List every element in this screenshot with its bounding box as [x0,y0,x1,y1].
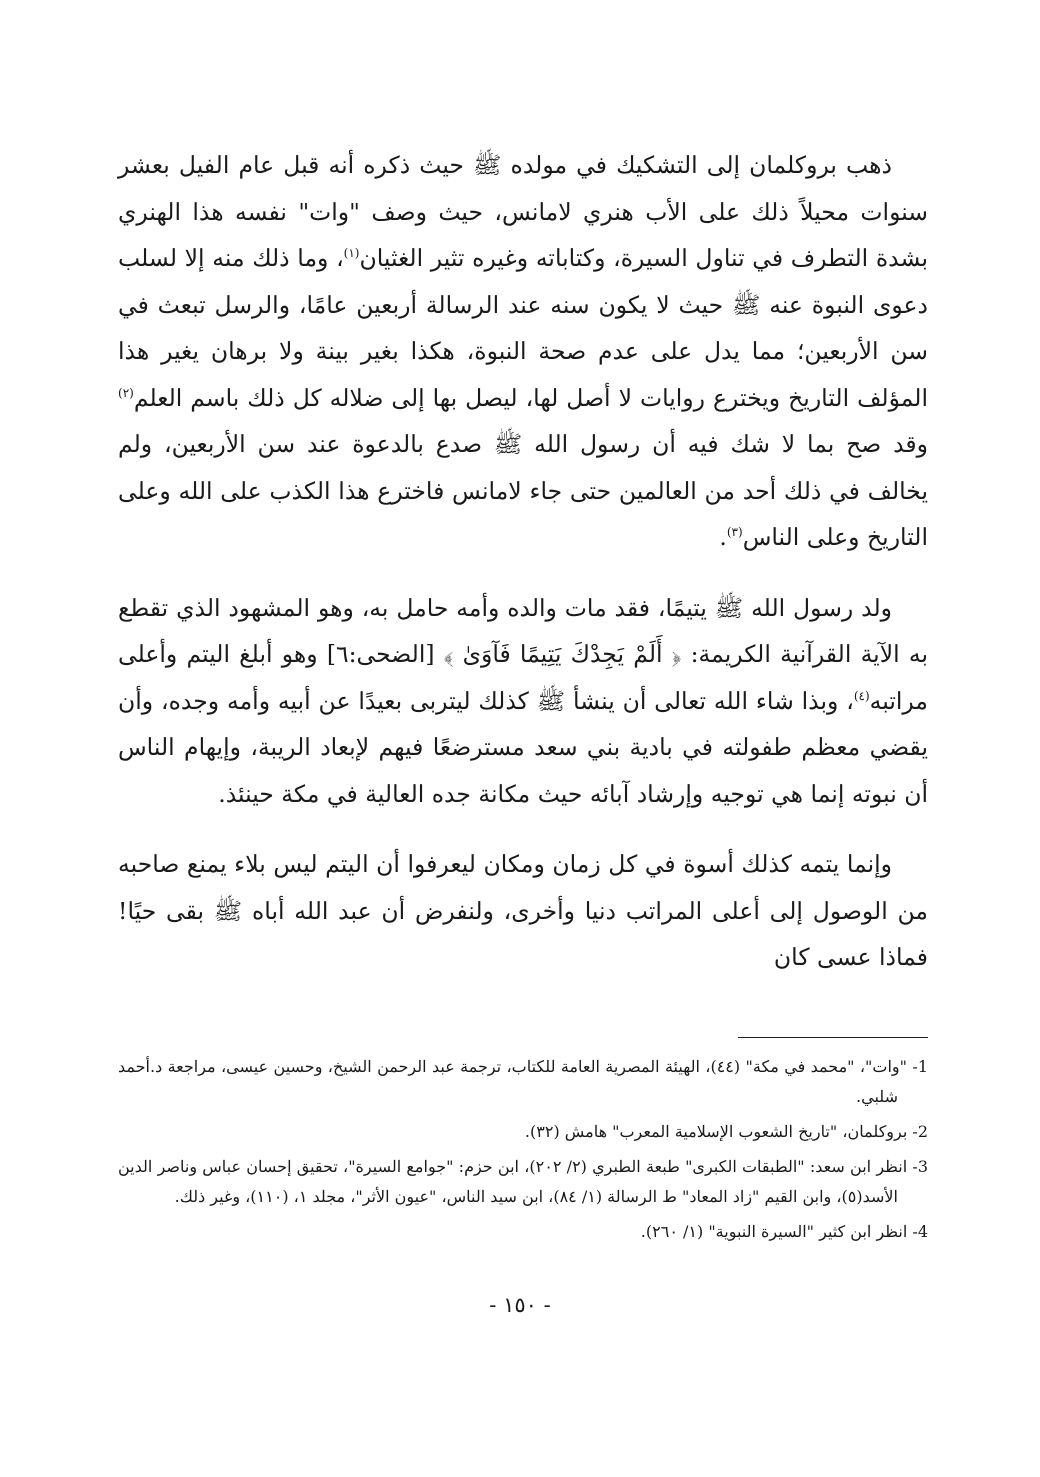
footnotes [118,1052,928,1247]
paragraph-2 [118,585,928,818]
footnote-ref-4: (٤) [853,688,870,703]
footnote-ref-1: (١) [343,246,360,261]
footnote-3: 3- انظر ابن سعد: "الطبقات الكبرى" طبعة الطبري (٢/ ٢٠٢)، ابن حزم: "جوامع السيرة"، تحقيق إحسان عباس وناصر الدين الأسد(٥)، وابن القيم "زاد المعاد" ط الرسالة (١/ ٨٤)، ابن سيد الناس، "عيون الأثر"، مجلد ١، (١١٠)، وغير ذلك. [118,1156,929,1206]
paragraph-2-part-1: ولد رسول الله ﷺ يتيمًا، فقد مات والده وأمه حامل به، وهو المشهود الذي تقطع به الآية القرآنية الكريمة: ﴿ أَلَمْ يَجِدْكَ يَتِيمًا فَآوَىٰ ﴾ [الضحى:٦] وهو أبلغ اليتم وأعلى مراتبه [118,593,928,715]
paragraph-1-part-2: ، وما ذلك منه إلا لسلب دعوى النبوة عنه ﷺ حيث لا يكون سنه عند الرسالة أربعين عامًا، والرسل تبعث في سن الأربعين؛ مما يدل على عدم صحة النبوة، هكذا بغير بينة ولا برهان يغير هذا المؤلف التاريخ ويخترع روايات لا أصل لها، ليصل بها إلى ضلاله كل ذلك باسم العلم [118,244,928,412]
footnote-2: 2- بروكلمان، "تاريخ الشعوب الإسلامية المعرب" هامش (٣٢). [524,1121,928,1141]
page-number: - ١٥٠ - [489,1293,551,1317]
paragraph-3-text: وإنما يتمه كذلك أسوة في كل زمان ومكان ليعرفوا أن اليتم ليس بلاء يمنع صاحبه من الوصول إلى أعلى المراتب دنيا وأخرى، ولنفرض أن عبد الله أباه ﷺ بقى حيًا! فماذا عسى كان [118,850,928,971]
footnote-1: 1- "وات"، "محمد في مكة" (٤٤)، الهيئة المصرية العامة للكتاب، ترجمة عبد الرحمن الشيخ، وحسين عيسى، مراجعة د.أحمد شلبي. [118,1056,928,1106]
paragraph-1-part-1: ذهب بروكلمان إلى التشكيك في مولده ﷺ حيث ذكره أنه قبل عام الفيل بعشر سنوات محيلاً ذلك على الأب هنري لامانس، حيث وصف "وات" نفسه هذا الهنري بشدة التطرف في تناول السيرة، وكتاباته وغيره تثير الغثيان [118,151,928,272]
footnote-separator-wrap [118,1037,928,1038]
paragraph-3 [118,841,928,981]
footnote-separator [738,1037,928,1038]
paragraph-1 [118,142,928,561]
footnote-ref-2: (٢) [118,385,134,400]
body-text [118,142,928,981]
paragraph-1-end: . [719,523,727,551]
paragraph-2-part-2: ، وبذا شاء الله تعالى أن ينشأ ﷺ كذلك ليتربى بعيدًا عن أبيه وأمه وجده، وأن يقضي معظم طفولته في بادية بني سعد مسترضعًا فيهم لإبعاد الريبة، وإيهام الناس أن نبوته إنما هي توجيه وإرشاد آبائه حيث مكانة جده العالية في مكة حينئذ. [118,686,928,808]
paragraph-1-part-3: وقد صح بما لا شك فيه أن رسول الله ﷺ صدع بالدعوة عند سن الأربعين، ولم يخالف في ذلك أحد من العالمين حتى جاء لامانس فاخترع هذا الكذب على الله وعلى التاريخ وعلى الناس [118,430,928,551]
footnote-4: 4- انظر ابن كثير "السيرة النبوية" (١/ ٢٦٠). [640,1221,928,1241]
footnote-ref-3: (٣) [726,525,743,540]
